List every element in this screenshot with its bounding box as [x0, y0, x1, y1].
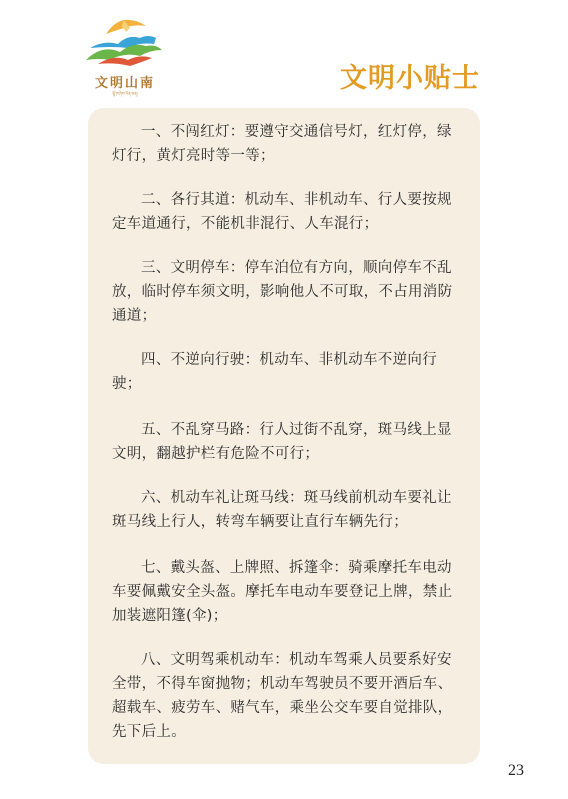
tip-4: 四、不逆向行驶：机动车、非机动车不逆向行驶；: [112, 352, 437, 392]
tip-3: 三、文明停车：停车泊位有方向，顺向停车不乱放，临时停车须文明，影响他人不可取，不占用消防通道；: [112, 260, 453, 324]
logo: [84, 14, 164, 96]
page-title: 文明小贴士: [340, 63, 480, 94]
logo-text: 文明山南: [94, 76, 155, 91]
tip-6: 六、机动车礼让斑马线：斑马线前机动车要礼让斑马线上行人，转弯车辆要让直行车辆先行；: [112, 490, 452, 530]
logo-subtitle: ལྷོ་ཁ་ཤེས་ཡོན་ཅན།: [112, 91, 138, 96]
tip-5: 五、不乱穿马路：行人过街不乱穿，斑马线上显文明，翻越护栏有危险不可行；: [112, 422, 452, 462]
tip-1: 一、不闯红灯：要遵守交通信号灯，红灯停，绿灯行，黄灯亮时等一等；: [112, 124, 452, 164]
page-number: 23: [508, 762, 524, 779]
mountain-logo-icon: [84, 14, 164, 70]
tip-2: 二、各行其道：机动车、非机动车、行人要按规定车道通行，不能机非混行、人车混行；: [112, 192, 452, 232]
tip-7: 七、戴头盔、上牌照、拆篷伞：骑乘摩托车电动车要佩戴安全头盔。摩托车电动车要登记上牌，禁止加装遮阳篷(伞)；: [112, 560, 453, 624]
tip-8: 八、文明驾乘机动车：机动车驾乘人员要系好安全带，不得车窗抛物；机动车驾驶员不要开酒后车、超载车、疲劳车、赌气车，乘坐公交车要自觉排队，先下后上。: [112, 652, 453, 740]
